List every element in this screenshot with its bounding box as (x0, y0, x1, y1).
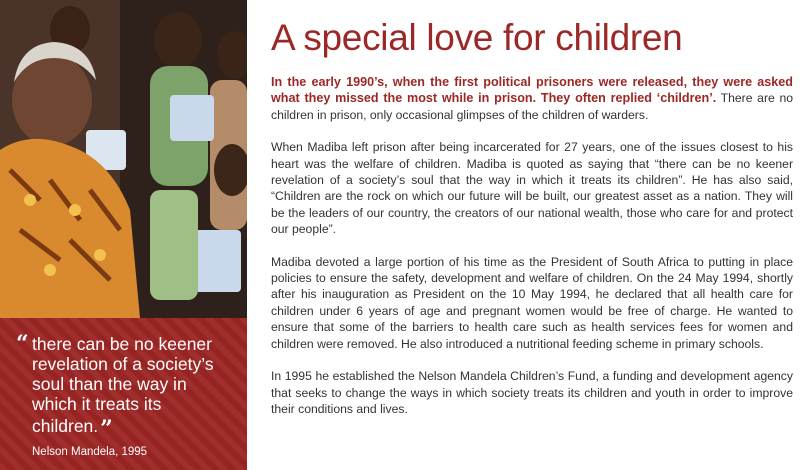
article-paragraph-2 (271, 139, 793, 237)
open-quote-mark: “ (16, 331, 29, 357)
left-column (0, 0, 247, 470)
paragraph-text: When Madiba left prison after being incarcerated for 27 years, one of the issues closest to his heart was the welfare of children. Madiba is quoted as saying that “there can be no keener revelation of a society’s soul that the way in which it treats its children”. He has also said, “Children are the rock on which our future will be built, our greatest asset as a nation. They will be the leaders of our country, the creators of our national wealth, those who care for and protect our people”. (271, 140, 793, 237)
article-paragraph-1 (271, 74, 793, 123)
article-paragraph-4 (271, 368, 793, 417)
photo-illustration (0, 0, 247, 318)
photo-mandela-with-children (0, 0, 247, 318)
paragraph-text: In 1995 he established the Nelson Mandela Children’s Fund, a funding and development agency that seeks to change the ways in which society treats its children and youth in order to improve their conditions and lives. (271, 369, 793, 416)
pull-quote-text: there can be no keener revelation of a society’s soul than the way in which it treats its children. (32, 334, 214, 436)
article-content (271, 18, 793, 433)
lead-sentence: In the early 1990’s, when the first political prisoners were released, they were asked what they missed the most while in prison. They often replied ‘children’. (271, 75, 793, 106)
paragraph-text: Madiba devoted a large portion of his time as the President of South Africa to putting in place policies to ensure the safety, development and welfare of children. On the 24 May 1994, shortly after his inauguration as President on the 10 May 1994, he declared that all health care for children under 6 years of age and pregnant women would be free of charge. He wanted to ensure that some of the barriers to health care such as health services fees for women and children were removed. He also introduced a nutritional feeding scheme in primary schools. (271, 254, 793, 351)
close-quote-mark: ” (100, 416, 113, 442)
article-paragraph-3 (271, 254, 793, 352)
pull-quote-panel (0, 318, 247, 470)
pull-quote (16, 331, 235, 442)
paragraph-text: There are no children in prison, only occasional glimpses of the children of warders. (271, 91, 794, 122)
page-title: A special love for children (271, 17, 683, 58)
quote-attribution: Nelson Mandela, 1995 (32, 446, 148, 458)
